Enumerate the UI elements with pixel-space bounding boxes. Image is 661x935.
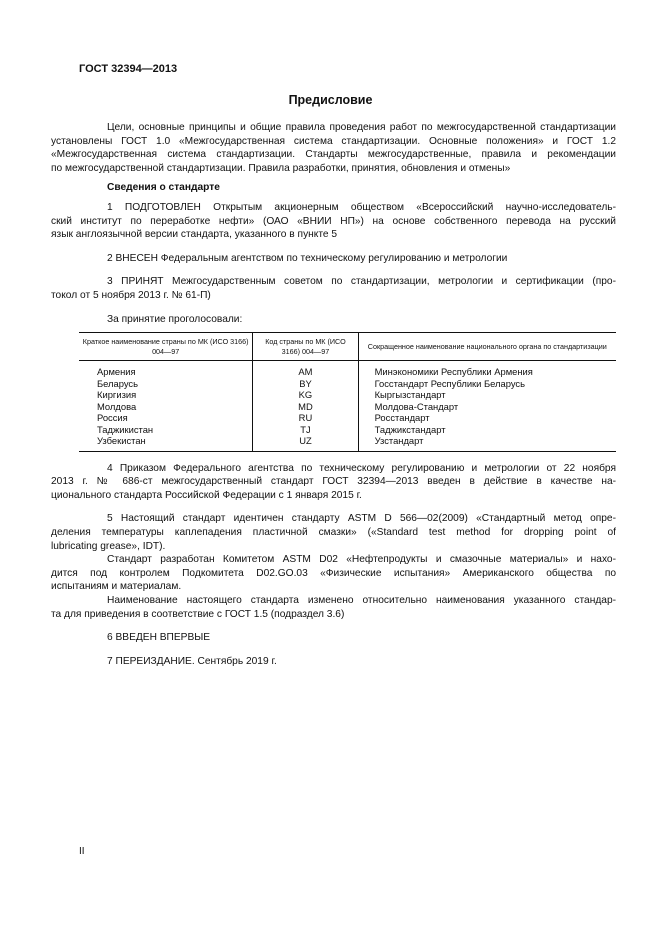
- text-line: lubricating grease», IDT).: [51, 540, 166, 552]
- voting-table: [79, 332, 616, 452]
- text-line: 2 ВНЕСЕН Федеральным агентством по техническому регулированию и метрологии: [107, 252, 508, 264]
- item-7: [79, 655, 616, 669]
- text-line: 5 Настоящий стандарт идентичен стандарту ASTM D 566—02(2009) «Стандартный метод опре-: [107, 513, 616, 525]
- item-3: [51, 275, 616, 302]
- country-cell: Киргизия: [97, 389, 137, 401]
- column-header-code: Код страны по МК (ИСО 3166) 004—97: [253, 333, 358, 361]
- table-row: [79, 378, 616, 390]
- country-cell: Таджикистан: [97, 423, 154, 435]
- document-body: [51, 121, 616, 668]
- body-cell: Таджикстандарт: [358, 424, 616, 436]
- text-line: Наименование настоящего стандарта изменено относительно наименования указанного стандар-: [107, 594, 616, 606]
- item-6: [79, 631, 616, 645]
- item-5-committee: [51, 553, 616, 594]
- table-row: [79, 361, 616, 378]
- text-line: испытаниям и материалам.: [51, 581, 182, 593]
- text-line: по межгосударственной стандартизации. Правила разработки, принятия, обновления и отмены»: [51, 162, 511, 174]
- table-header-row: [79, 333, 616, 361]
- text-line: ционального стандарта Российской Федерации с 1 января 2015 г.: [51, 489, 362, 501]
- code-cell: UZ: [253, 435, 358, 451]
- document-id: ГОСТ 32394—2013: [79, 63, 178, 75]
- table-row: [79, 389, 616, 401]
- country-cell: Армения: [97, 366, 136, 378]
- code-cell: KG: [253, 389, 358, 401]
- country-cell: Беларусь: [97, 377, 139, 389]
- body-cell: Молдова-Стандарт: [358, 401, 616, 413]
- text-line: язык англоязычной версии стандарта, указанного в пункте 5: [51, 229, 338, 241]
- voted-label: За принятие проголосовали:: [107, 313, 243, 325]
- body-cell: Росстандарт: [358, 412, 616, 424]
- item-5-name-change: [51, 594, 616, 621]
- text-line: 2013 г. № 686-ст межгосударственный стандарт ГОСТ 32394—2013 введен в действие в качестве на-: [51, 476, 616, 488]
- code-cell: BY: [253, 378, 358, 390]
- item-5: [51, 512, 616, 553]
- body-cell: Кыргызстандарт: [358, 389, 616, 401]
- column-header-country: Краткое наименование страны по МК (ИСО 3166) 004—97: [79, 333, 253, 361]
- code-cell: AM: [253, 361, 358, 378]
- body-cell: Узстандарт: [358, 435, 616, 451]
- code-cell: TJ: [253, 424, 358, 436]
- text-line: 6 ВВЕДЕН ВПЕРВЫЕ: [107, 632, 211, 644]
- text-line: деления температуры каплепадения пластичной смазки» («Standard test method for dropping point of: [51, 527, 616, 538]
- code-cell: MD: [253, 401, 358, 413]
- text-line: 1 ПОДГОТОВЛЕН Открытым акционерным обществом «Всероссийский научно-исследователь-: [107, 201, 616, 213]
- table-row: [79, 412, 616, 424]
- text-line: Цели, основные принципы и общие правила проведения работ по межгосударственной стандартизации: [107, 122, 616, 133]
- intro-paragraph: [51, 121, 616, 175]
- item-1: [51, 201, 616, 242]
- text-line: установлены ГОСТ 1.0 «Межгосударственная система стандартизации. Основные положения» и ГОСТ 1.2: [51, 135, 616, 147]
- country-cell: Молдова: [97, 400, 137, 412]
- table-row: [79, 435, 616, 451]
- body-cell: Госстандарт Республики Беларусь: [358, 378, 616, 390]
- country-cell: Узбекистан: [97, 435, 146, 447]
- text-line: «Межгосударственная система стандартизации. Стандарты межгосударственные, правила и рекомендации: [51, 149, 616, 161]
- code-cell: RU: [253, 412, 358, 424]
- text-line: 7 ПЕРЕИЗДАНИЕ. Сентябрь 2019 г.: [107, 655, 277, 667]
- text-line: дится под контролем Подкомитета D02.GO.03 «Физические испытания» Американского общества по: [51, 567, 616, 579]
- text-line: ский институт по переработке нефти» (ОАО «ВНИИ НП») на основе собственного перевода на русский: [51, 215, 616, 227]
- table-row: [79, 401, 616, 413]
- text-line: 3 ПРИНЯТ Межгосударственным советом по стандартизации, метрологии и сертификации (про-: [107, 276, 616, 288]
- text-line: токол от 5 ноября 2013 г. № 61-П): [51, 289, 211, 301]
- column-header-body: Сокращенное наименование национального органа по стандартизации: [358, 333, 616, 361]
- text-line: та для приведения в соответствие с ГОСТ 1.5 (подраздел 3.6): [51, 608, 345, 620]
- item-4: [51, 462, 616, 503]
- info-heading: Сведения о стандарте: [107, 182, 220, 194]
- page-title: Предисловие: [288, 93, 373, 107]
- table-row: [79, 424, 616, 436]
- body-cell: Минэкономики Республики Армения: [358, 361, 616, 378]
- item-2: [79, 252, 616, 266]
- country-cell: Россия: [97, 412, 128, 424]
- text-line: 4 Приказом Федерального агентства по техническому регулированию и метрологии от 22 ноября: [107, 462, 616, 474]
- page-number: II: [79, 846, 85, 857]
- text-line: Стандарт разработан Комитетом ASTM D02 «Нефтепродукты и смазочные материалы» и нахо-: [107, 554, 616, 566]
